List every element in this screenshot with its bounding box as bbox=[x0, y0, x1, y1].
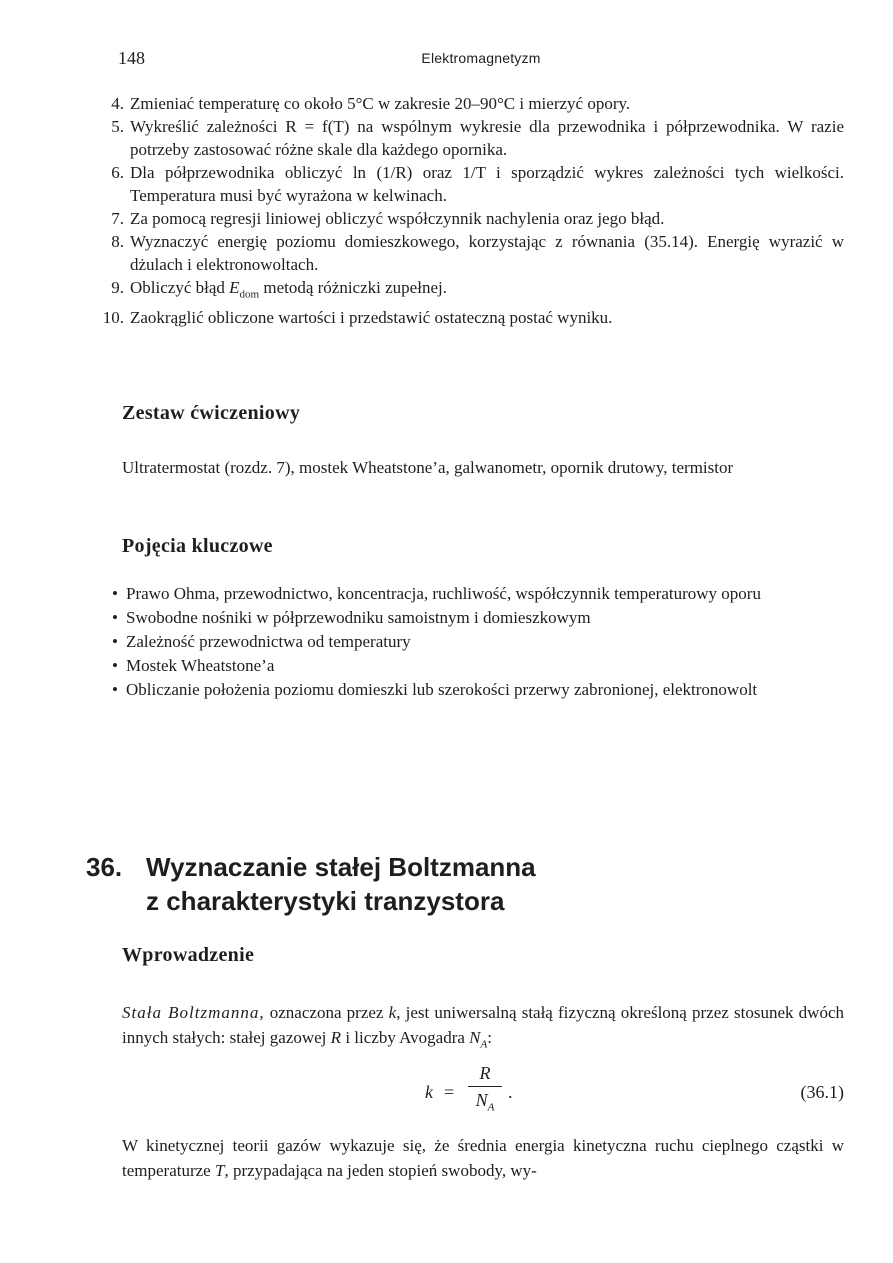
symbol-t: T bbox=[214, 1161, 225, 1180]
equation-denominator bbox=[468, 1089, 502, 1119]
procedure-step-7 bbox=[100, 207, 844, 230]
bullet-icon: • bbox=[112, 584, 118, 603]
symbol-n: N bbox=[469, 1028, 481, 1047]
procedure-step-4 bbox=[100, 92, 844, 115]
page-header bbox=[118, 48, 844, 72]
chapter-title bbox=[86, 850, 536, 918]
text-run: , przypadająca na jeden stopień swobody, wy- bbox=[224, 1161, 537, 1180]
step-text: Za pomocą regresji liniowej obliczyć współczynnik nachylenia oraz jego błąd. bbox=[130, 209, 665, 228]
introduction-paragraph-2 bbox=[122, 1133, 844, 1183]
key-concepts-heading: Pojęcia kluczowe bbox=[122, 535, 273, 557]
step-number: 4. bbox=[111, 94, 124, 113]
key-concepts-list bbox=[112, 583, 844, 703]
step-text: Zaokrąglić obliczone wartości i przedstawić ostateczną postać wyniku. bbox=[130, 308, 613, 328]
introduction-paragraph-1 bbox=[122, 1000, 844, 1057]
step-text bbox=[130, 276, 844, 306]
introduction-heading: Wprowadzenie bbox=[122, 944, 255, 966]
energy-subscript: dom bbox=[239, 288, 260, 301]
step-text: Dla półprzewodnika obliczyć ln (1/R) oraz 1/T i sporządzić wykres zależności tych wielkości. Temperatura musi być wyrażona w kelwinach. bbox=[130, 163, 844, 205]
chapter-title-line-2: z charakterystyki tranzystora bbox=[146, 886, 505, 916]
bullet-icon: • bbox=[112, 632, 118, 651]
concept-item bbox=[112, 679, 844, 701]
denominator-symbol: N bbox=[475, 1090, 488, 1110]
step-text: Wykreślić zależności R = f(T) na wspólnym wykresie dla przewodnika i półprzewodnika. W razie potrzeby zastosować różne skale dla każdego opornika. bbox=[130, 117, 844, 159]
text-run: i liczby Avogadra bbox=[341, 1028, 470, 1047]
equipment-text: Ultratermostat (rozdz. 7), mostek Wheatstone’a, galwanometr, opornik drutowy, termistor bbox=[122, 458, 734, 477]
concept-item bbox=[112, 631, 844, 653]
text-run: W kinetycznej teorii gazów wykazuje się, że średnia energia kinetyczna ruchu cieplnego cząstki w temperaturze bbox=[122, 1136, 844, 1180]
concept-item bbox=[112, 583, 844, 605]
running-head: Elektromagnetyzm bbox=[421, 50, 541, 66]
symbol-n-subscript: A bbox=[480, 1038, 488, 1051]
step-text-after: metodą różniczki zupełnej. bbox=[259, 278, 447, 297]
step-number: 6. bbox=[111, 163, 124, 182]
equation-fraction bbox=[468, 1062, 502, 1119]
chapter-title-line-1: Wyznaczanie stałej Boltzmanna bbox=[146, 852, 536, 882]
step-number: 10. bbox=[102, 308, 124, 328]
step-number: 8. bbox=[111, 232, 124, 251]
concept-item bbox=[112, 607, 844, 629]
step-number: 5. bbox=[111, 117, 124, 136]
concept-text: Zależność przewodnictwa od temperatury bbox=[126, 632, 411, 651]
equation-36-1 bbox=[122, 1062, 844, 1124]
concept-text: Prawo Ohma, przewodnictwo, koncentracja, ruchliwość, współczynnik temperaturowy oporu bbox=[126, 584, 761, 603]
step-text: Wyznaczyć energię poziomu domieszkowego, korzystając z równania (35.14). Energię wyrazić w dżulach i elektronowoltach. bbox=[130, 232, 844, 274]
step-text: Zmieniać temperaturę co około 5°C w zakresie 20–90°C i mierzyć opory. bbox=[130, 94, 631, 113]
step-number: 9. bbox=[111, 278, 124, 297]
energy-symbol: E bbox=[229, 278, 240, 297]
procedure-step-9 bbox=[100, 276, 844, 306]
denominator-subscript: A bbox=[487, 1101, 495, 1114]
procedure-step-8 bbox=[100, 230, 844, 276]
fraction-bar bbox=[468, 1086, 502, 1087]
procedure-step-10 bbox=[100, 306, 844, 329]
concept-text: Obliczanie położenia poziomu domieszki lub szerokości przerwy zabronionej, elektronowolt bbox=[126, 680, 758, 699]
equation-equals: = bbox=[444, 1082, 455, 1102]
concept-text: Swobodne nośniki w półprzewodniku samoistnym i domieszkowym bbox=[126, 608, 591, 627]
concept-item bbox=[112, 655, 844, 677]
chapter-number: 36. bbox=[86, 852, 123, 882]
text-run: oznaczona przez bbox=[264, 1003, 389, 1022]
step-text-before: Obliczyć błąd bbox=[130, 278, 230, 297]
equation-label: (36.1) bbox=[800, 1082, 844, 1102]
symbol-k: k bbox=[388, 1003, 397, 1022]
equation-trailing: . bbox=[508, 1082, 513, 1102]
concept-text: Mostek Wheatstone’a bbox=[126, 656, 275, 675]
symbol-r: R bbox=[330, 1028, 342, 1047]
equipment-heading: Zestaw ćwiczeniowy bbox=[122, 402, 301, 424]
page-number: 148 bbox=[118, 48, 145, 68]
procedure-steps-list bbox=[100, 92, 844, 329]
bullet-icon: • bbox=[112, 608, 118, 627]
procedure-step-6 bbox=[100, 161, 844, 207]
text-run: : bbox=[487, 1028, 492, 1047]
procedure-step-5 bbox=[100, 115, 844, 161]
bullet-icon: • bbox=[112, 656, 118, 675]
equation-numerator: R bbox=[479, 1063, 491, 1083]
boltzmann-term: Stała Boltzmanna, bbox=[122, 1003, 265, 1022]
equation-lhs: k bbox=[425, 1082, 433, 1102]
text-run: , jest uniwersalną stałą fizyczną określoną przez stosunek dwóch innych stałych: stałej gazowej bbox=[122, 1003, 844, 1047]
step-number: 7. bbox=[111, 209, 124, 228]
bullet-icon: • bbox=[112, 680, 118, 699]
